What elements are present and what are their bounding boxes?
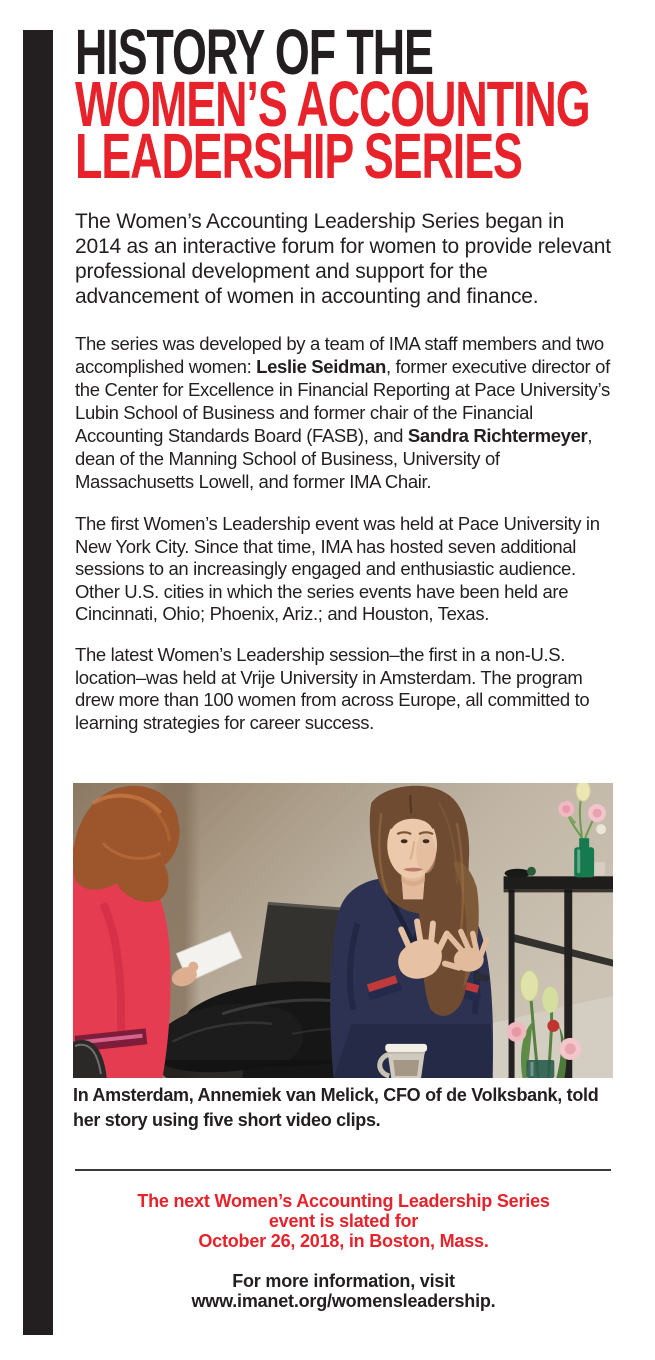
photo-caption: In Amsterdam, Annemiek van Melick, CFO of de Volksbank, told her story using five short video clips. <box>73 1085 599 1130</box>
event-photo <box>73 783 613 1078</box>
next-event-announcement <box>75 1191 612 1251</box>
website-url: www.imanet.org/womensleadership. <box>191 1291 496 1311</box>
title-line-1: HISTORY OF THE <box>75 16 433 88</box>
announcement-line-1: The next Women’s Accounting Leadership Series <box>137 1191 550 1211</box>
more-info <box>75 1271 612 1311</box>
announcement-line-3: October 26, 2018, in Boston, Mass. <box>198 1231 489 1251</box>
left-accent-bar <box>23 30 53 1335</box>
event-photo-illustration <box>73 783 613 1078</box>
more-info-line: For more information, visit <box>232 1271 455 1291</box>
title-line-2: WOMEN’S ACCOUNTING <box>75 68 590 140</box>
article-title <box>75 16 655 192</box>
divider-rule <box>75 1169 611 1171</box>
development-paragraph: The series was developed by a team of IMA staff members and two accomplished women: Leslie Seidman, former executive director of the Center for Excellence in Financial Reporting at Pace University’s Lubin School of Business and former chair of the Financial Accounting Standards Board (FASB), and Sandra Richtermeyer, dean of the Manning School of Business, University of Massachusetts Lowell, and former IMA Chair. <box>75 333 610 492</box>
events-paragraph: The first Women’s Leadership event was held at Pace University in New York City. Since that time, IMA has hosted seven additional sessions to an increasingly engaged and enthusiastic audience. Other U.S. cities in which the series events have been held are Cincinnati, Ohio; Phoenix, Ariz.; and Houston, Texas. <box>75 513 600 624</box>
announcement-line-2: event is slated for <box>268 1211 419 1231</box>
title-line-3: LEADERSHIP SERIES <box>75 120 522 192</box>
latest-session-paragraph: The latest Women’s Leadership session–the first in a non-U.S. location–was held at Vrije University in Amsterdam. The program drew more than 100 women from across Europe, all committed to learning strategies for career success. <box>75 644 590 733</box>
intro-paragraph: The Women’s Accounting Leadership Series began in 2014 as an interactive forum for women to provide relevant professional development and support for the advancement of women in accounting and finance. <box>75 210 611 308</box>
